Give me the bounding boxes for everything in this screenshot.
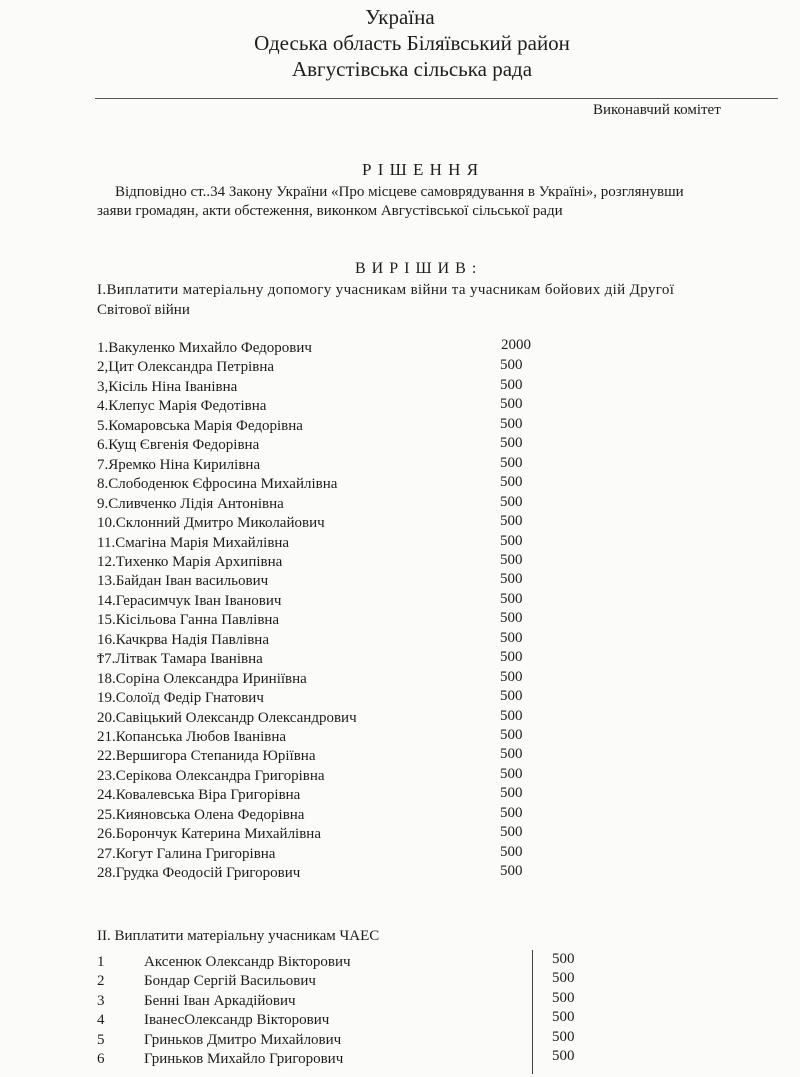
recipient-name: 19.Солоїд Федір Гнатович <box>97 690 264 707</box>
recipient-name: Ϯ7.Літвак Тамара Іванівна <box>97 651 263 668</box>
payment-amount: 500 <box>500 843 523 860</box>
payment-amount: 500 <box>552 970 575 987</box>
payment-amount: 500 <box>552 951 575 967</box>
recipient-name: ІванесОлександр Вікторович <box>144 1012 330 1029</box>
recipient-name: 18.Соріна Олександра Ириніївна <box>97 670 307 687</box>
payment-amount: 500 <box>552 1048 575 1064</box>
section1-heading-line-1: І.Виплатити матеріальну допомогу учасникам війни та учасникам бойових дій Другої <box>97 282 675 298</box>
payment-amount: 500 <box>500 668 523 685</box>
payment-amount: 500 <box>500 396 523 413</box>
payment-amount: 500 <box>500 765 523 782</box>
row-number: 3 <box>97 992 105 1009</box>
payment-amount: 500 <box>500 785 523 802</box>
recipient-name: 28.Грудка Феодосій Григорович <box>97 865 301 882</box>
section1-heading-line-2: Світової війни <box>97 302 190 318</box>
header-country: Україна <box>365 5 435 29</box>
payment-amount: 500 <box>500 415 523 432</box>
payment-amount: 500 <box>500 707 523 724</box>
recipient-name: 12.Тихенко Марія Архипівна <box>97 553 283 570</box>
payment-amount: 500 <box>500 474 523 491</box>
row-number: 6 <box>97 1051 105 1067</box>
recipient-name: 26.Борончук Катерина Михайлівна <box>97 826 321 843</box>
payment-amount: 500 <box>500 688 523 705</box>
recipient-name: 27.Когут Галина Григорівна <box>97 845 276 862</box>
payment-amount: 500 <box>500 493 523 510</box>
payment-amount: 500 <box>500 551 523 568</box>
payment-amount: 500 <box>500 590 523 607</box>
payment-amount: 500 <box>500 532 523 549</box>
recipient-name: 11.Смагіна Марія Михайлівна <box>97 534 290 551</box>
recipient-name: 3,Кісіль Ніна Іванівна <box>97 378 238 395</box>
recipient-name: 13.Байдан Іван васильович <box>97 573 269 590</box>
recipient-name: 24.Ковалевська Віра Григорівна <box>97 787 301 804</box>
payment-amount: 500 <box>500 435 523 452</box>
payment-amount: 500 <box>500 376 523 393</box>
payment-amount: 500 <box>500 746 523 763</box>
payment-amount: 500 <box>500 727 523 743</box>
row-number: 4 <box>97 1012 105 1029</box>
recipient-name: 15.Кісільова Ганна Павлівна <box>97 612 280 629</box>
executive-committee-label: Виконавчий комітет <box>593 102 721 118</box>
preamble-line-2: заяви громадян, акти обстеження, виконком Августівської сільської ради <box>97 203 563 219</box>
recipient-name: 8.Слободенюк Єфросина Михайлівна <box>97 476 338 493</box>
payment-amount: 500 <box>500 513 523 530</box>
recipient-name: 1.Вакуленко Михайло Федорович <box>97 340 312 356</box>
recipient-name: 10.Склонний Дмитро Миколайович <box>97 515 325 532</box>
payment-amount: 500 <box>500 571 523 588</box>
payment-amount: 500 <box>500 863 523 880</box>
recipient-name: Гриньков Дмитро Михайлович <box>144 1031 342 1048</box>
recipient-name: Бондар Сергій Васильович <box>144 973 316 990</box>
payment-amount: 500 <box>500 649 523 666</box>
payment-amount: 500 <box>500 610 523 627</box>
payment-amount: 2000 <box>501 337 531 353</box>
decision-title: Р І Ш Е Н Н Я <box>362 160 480 179</box>
amount-column-divider <box>532 950 533 1074</box>
payment-amount: 500 <box>500 824 523 841</box>
recipient-name: 5.Комаровська Марія Федорівна <box>97 417 303 434</box>
recipient-name: 14.Герасимчук Іван Іванович <box>97 592 282 609</box>
recipient-name: Бенні Іван Аркадійович <box>144 992 296 1009</box>
header-region: Одеська область Біляївський район <box>254 31 570 55</box>
resolved-heading: В И Р І Ш И В : <box>355 260 478 277</box>
section2-heading: ІІ. Виплатити матеріальну учасникам ЧАЕС <box>97 928 380 944</box>
recipient-name: 23.Серікова Олександра Григорівна <box>97 767 325 784</box>
payment-amount: 500 <box>552 1028 575 1045</box>
recipient-name: 22.Вершигора Степанида Юріївна <box>97 748 316 765</box>
recipient-name: 7.Яремко Ніна Кирилівна <box>97 456 261 473</box>
recipient-name: 2,Цит Олександра Петрівна <box>97 359 275 376</box>
recipient-name: 21.Копанська Любов Іванівна <box>97 729 287 745</box>
payment-amount: 500 <box>500 454 523 471</box>
recipient-name: Гриньков Михайло Григорович <box>144 1051 344 1067</box>
payment-amount: 500 <box>500 804 523 821</box>
payment-amount: 500 <box>500 629 523 646</box>
payment-amount: 500 <box>552 989 575 1006</box>
payment-amount: 500 <box>552 1009 575 1026</box>
recipient-name: 20.Савіцький Олександр Олександрович <box>97 709 357 726</box>
row-number: 1 <box>97 954 105 970</box>
recipient-name: 16.Качкрва Надія Павлівна <box>97 631 269 648</box>
row-number: 2 <box>97 973 105 990</box>
recipient-name: 4.Клепус Марія Федотівна <box>97 398 267 415</box>
header-divider <box>95 98 778 99</box>
row-number: 5 <box>97 1031 105 1048</box>
payment-amount: 500 <box>500 357 523 374</box>
recipient-name: 9.Сливченко Лідія Антонівна <box>97 495 284 512</box>
preamble-line-1: Відповідно ст..34 Закону України «Про місцеве самоврядування в Україні», розглянувши <box>115 184 684 200</box>
header-council: Августівська сільська рада <box>291 57 533 81</box>
recipient-name: 25.Кияновська Олена Федорівна <box>97 806 305 823</box>
recipient-name: 6.Кущ Євгенія Федорівна <box>97 437 260 454</box>
recipient-name: Аксенюк Олександр Вікторович <box>144 954 351 970</box>
